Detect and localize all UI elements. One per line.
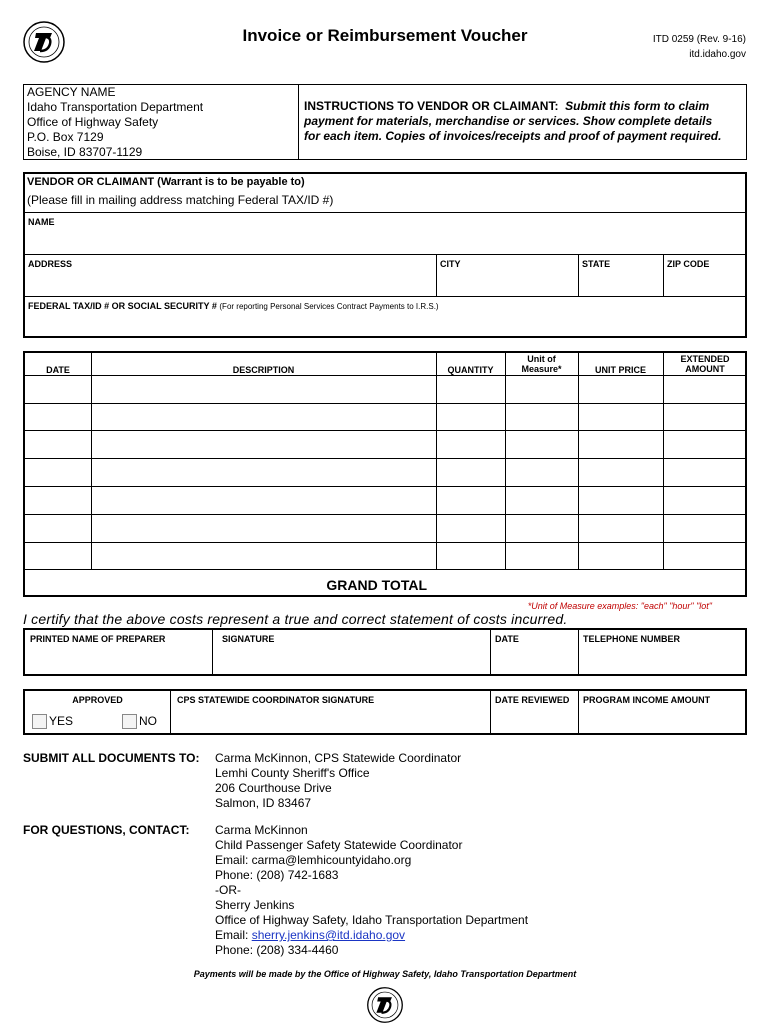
tax-note: (For reporting Personal Services Contract Payments to I.R.S.) (219, 302, 439, 311)
coordinator-signature-label: CPS STATEWIDE COORDINATOR SIGNATURE (177, 695, 375, 705)
vendor-subheading: (Please fill in mailing address matching Federal TAX/ID #) (27, 193, 334, 207)
contact-line: Sherry Jenkins (215, 898, 295, 912)
grand-total-field[interactable] (663, 570, 745, 595)
tax-id-field[interactable] (25, 312, 745, 336)
uom-note: *Unit of Measure examples: "each" "hour" "lot" (527, 601, 712, 611)
col-quantity: QUANTITY (447, 365, 494, 375)
table-row[interactable] (25, 487, 745, 514)
no-checkbox[interactable] (122, 714, 137, 729)
program-income-label: PROGRAM INCOME AMOUNT (583, 695, 711, 705)
form-number-text: ITD 0259 (Rev. 9-16) (652, 34, 746, 45)
items-table (23, 351, 747, 597)
yes-checkbox[interactable] (32, 714, 47, 729)
col-date: DATE (46, 365, 70, 375)
table-row[interactable] (25, 515, 745, 542)
submit-line: Salmon, ID 83467 (215, 796, 312, 810)
contact-line: -OR- (215, 883, 241, 897)
date-label: DATE (495, 634, 519, 644)
submit-line: Carma McKinnon, CPS Statewide Coordinator (215, 751, 462, 765)
instructions-text: payment for materials, merchandise or services. Show complete details (304, 114, 713, 128)
contact-line (215, 928, 528, 943)
form-number (653, 32, 746, 62)
vendor-heading: VENDOR OR CLAIMANT (Warrant is to be payable to) (27, 176, 305, 188)
instructions-box (299, 84, 747, 160)
telephone-field[interactable] (579, 646, 745, 674)
signature-field[interactable] (213, 646, 489, 674)
col-unit-price: UNIT PRICE (594, 365, 646, 375)
instructions-text: Submit this form to claim (565, 99, 710, 113)
telephone-label: TELEPHONE NUMBER (583, 634, 681, 644)
instructions-text: for each item. Copies of invoices/receipts and proof of payment required. (304, 129, 722, 143)
name-label: NAME (28, 217, 55, 227)
address-field[interactable] (25, 270, 435, 296)
email-prefix: Email: (215, 928, 252, 942)
grand-total-label: GRAND TOTAL (326, 577, 427, 593)
date-reviewed-label: DATE REVIEWED (495, 695, 570, 705)
signature-label: SIGNATURE (222, 634, 275, 644)
col-unit-line: Measure* (521, 364, 562, 374)
contact-line: Email: carma@lemhicountyidaho.org (215, 853, 412, 867)
page-title: Invoice or Reimbursement Voucher (242, 26, 528, 45)
email-link[interactable]: sherry.jenkins@itd.idaho.gov (251, 928, 406, 942)
tax-label (28, 301, 439, 311)
table-row[interactable] (25, 543, 745, 569)
table-row[interactable] (25, 404, 745, 430)
itd-logo-icon (366, 986, 404, 1024)
agency-line: Boise, ID 83707-1129 (27, 145, 143, 159)
address-label: ADDRESS (28, 259, 73, 269)
zip-field[interactable] (664, 270, 744, 296)
agency-box (23, 84, 299, 160)
tax-label-text: FEDERAL TAX/ID # OR SOCIAL SECURITY # (28, 301, 217, 311)
col-unit-measure (505, 354, 578, 374)
certify-text: I certify that the above costs represent a true and correct statement of costs incurred. (23, 611, 568, 627)
vendor-box (23, 172, 747, 338)
contact-line: Phone: (208) 742-1683 (215, 868, 339, 882)
questions-contacts (215, 823, 528, 958)
date-reviewed-field[interactable] (491, 707, 577, 733)
submit-line: Lemhi County Sheriff's Office (215, 766, 370, 780)
yes-label: YES (49, 714, 74, 728)
col-description: DESCRIPTION (232, 365, 295, 375)
instructions-lead: INSTRUCTIONS TO VENDOR OR CLAIMANT: (304, 99, 559, 113)
submit-line: 206 Courthouse Drive (215, 781, 332, 795)
agency-line: Idaho Transportation Department (27, 100, 204, 114)
contact-line: Phone: (208) 334-4460 (215, 943, 339, 957)
city-label: CITY (440, 259, 461, 269)
agency-line: P.O. Box 7129 (27, 130, 104, 144)
table-row[interactable] (25, 431, 745, 458)
footer-note: Payments will be made by the Office of Highway Safety, Idaho Transportation Department (193, 969, 577, 979)
col-extended-line: EXTENDED (680, 354, 730, 364)
table-row[interactable] (25, 376, 745, 403)
no-label: NO (139, 714, 157, 728)
agency-label: AGENCY NAME (27, 85, 116, 99)
state-field[interactable] (579, 270, 662, 296)
contact-line: Office of Highway Safety, Idaho Transportation Department (215, 913, 529, 927)
approval-block (23, 689, 747, 735)
approved-label: APPROVED (72, 695, 123, 705)
city-field[interactable] (437, 270, 577, 296)
state-label: STATE (582, 259, 611, 269)
printed-name-label: PRINTED NAME OF PREPARER (30, 634, 166, 644)
agency-line: Office of Highway Safety (27, 115, 159, 129)
zip-label: ZIP CODE (667, 259, 710, 269)
coordinator-signature-field[interactable] (171, 707, 489, 733)
contact-line: Carma McKinnon (215, 823, 308, 837)
program-income-field[interactable] (579, 707, 745, 733)
date-field[interactable] (491, 646, 577, 674)
submit-label: SUBMIT ALL DOCUMENTS TO: (23, 751, 200, 765)
name-field[interactable] (25, 226, 745, 254)
table-row[interactable] (25, 459, 745, 486)
col-unit-line: Unit of (527, 354, 556, 364)
signature-block (23, 628, 747, 676)
col-extended-amount (663, 354, 747, 374)
col-extended-line: AMOUNT (685, 364, 725, 374)
submit-address (215, 751, 461, 811)
website-text: itd.idaho.gov (689, 49, 746, 60)
printed-name-field[interactable] (25, 646, 211, 674)
contact-line: Child Passenger Safety Statewide Coordinator (215, 838, 463, 852)
questions-label: FOR QUESTIONS, CONTACT: (23, 823, 190, 837)
